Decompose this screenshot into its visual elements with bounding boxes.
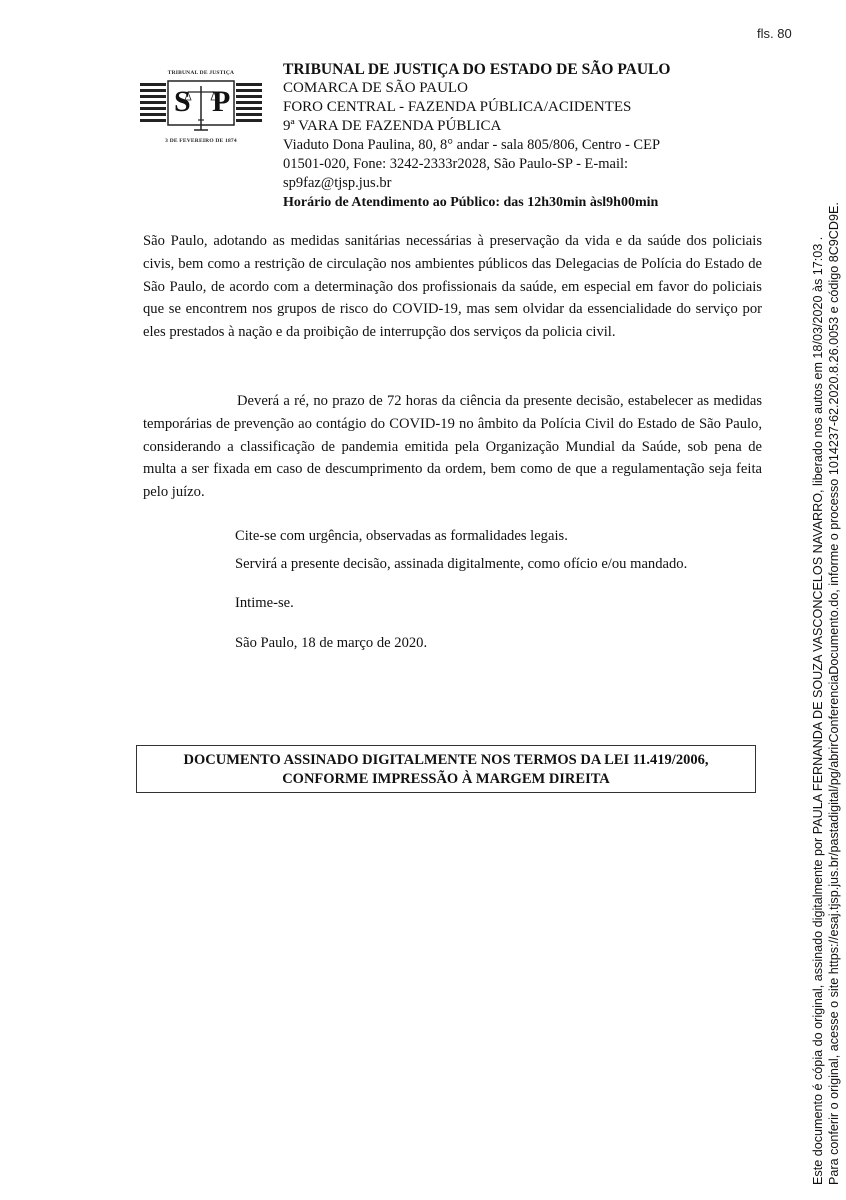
margin-authentication-note [810,185,842,1185]
court-name: TRIBUNAL DE JUSTIÇA DO ESTADO DE SÃO PAULO [283,61,671,78]
signature-notice-line-2: CONFORME IMPRESSÃO À MARGEM DIREITA [282,770,610,787]
email-address: sp9faz@tjsp.jus.br [283,175,392,191]
comarca-name: COMARCA DE SÃO PAULO [283,80,468,96]
body-paragraph-1: São Paulo, adotando as medidas sanitárias necessárias à preservação da vida e da saúde dos policiais civis, bem como a restrição de circulação nos ambientes públicos das Delegacias de Polícia do Estado de São Paulo, de acordo com a determinação dos profissionais da saúde, em especial em favor do policiais que se encontrem nos grupos de risco do COVID-19, mas sem olvidar da essencialidade do serviço por eles prestados à nação e da proibição de interrupção dos serviços da policia civil. [143,233,762,341]
cite-line: Cite-se com urgência, observadas as formalidades legais. [235,528,568,544]
seal-letter-s: S [174,85,191,118]
date-line: São Paulo, 18 de março de 2020. [235,635,428,651]
address-line-2: 01501-020, Fone: 3242-2333r2028, São Paulo-SP - E-mail: [283,156,629,172]
seal-top-text: TRIBUNAL DE JUSTIÇA [167,70,235,76]
vara-name: 9ª VARA DE FAZENDA PÚBLICA [283,118,502,134]
margin-note-line-1: Este documento é cópia do original, assinado digitalmente por PAULA FERNANDA DE SOUZA VASCONCELOS NAVARRO, liberado nos autos em 18/03/2020 às 17:03 . [811,236,825,1185]
seal-letter-p: P [212,85,231,118]
servira-line: Servirá a presente decisão, assinada digitalmente, como ofício e/ou mandado. [235,556,688,572]
seal-emblem-icon [138,70,264,148]
signature-notice-line-1: DOCUMENTO ASSINADO DIGITALMENTE NOS TERMOS DA LEI 11.419/2006, [183,752,709,768]
page-number: fls. 80 [757,26,792,41]
office-hours: Horário de Atendimento ao Público: das 12h30min àsl9h00min [283,195,659,210]
digital-signature-notice [136,745,756,793]
intime-line: Intime-se. [235,595,294,611]
document-header [283,60,743,212]
foro-name: FORO CENTRAL - FAZENDA PÚBLICA/ACIDENTES [283,99,632,115]
address-line-1: Viaduto Dona Paulina, 80, 8° andar - sala 805/806, Centro - CEP [283,137,661,153]
seal-bottom-text: 3 DE FEVEREIRO DE 1874 [165,138,237,144]
body-paragraph-2: Deverá a ré, no prazo de 72 horas da ciência da presente decisão, estabelecer as medidas temporárias de prevenção ao contágio do COVID-19 no âmbito da Polícia Civil do Estado de São Paulo, considerando a classificação de pandemia emitida pela Organização Mundial da Saúde, sob pena de multa a ser fixada em caso de descumprimento da ordem, bem como de que a regulamentação seja feita pelo juízo. [143,393,762,501]
court-seal-logo [138,70,264,148]
margin-note-line-2: Para conferir o original, acesse o site https://esaj.tjsp.jus.br/pastadigital/pg/abrirConferenciaDocumento.do, informe o processo 1014237-62.2020.8.26.0053 e código 8C9CD9E. [827,202,841,1185]
